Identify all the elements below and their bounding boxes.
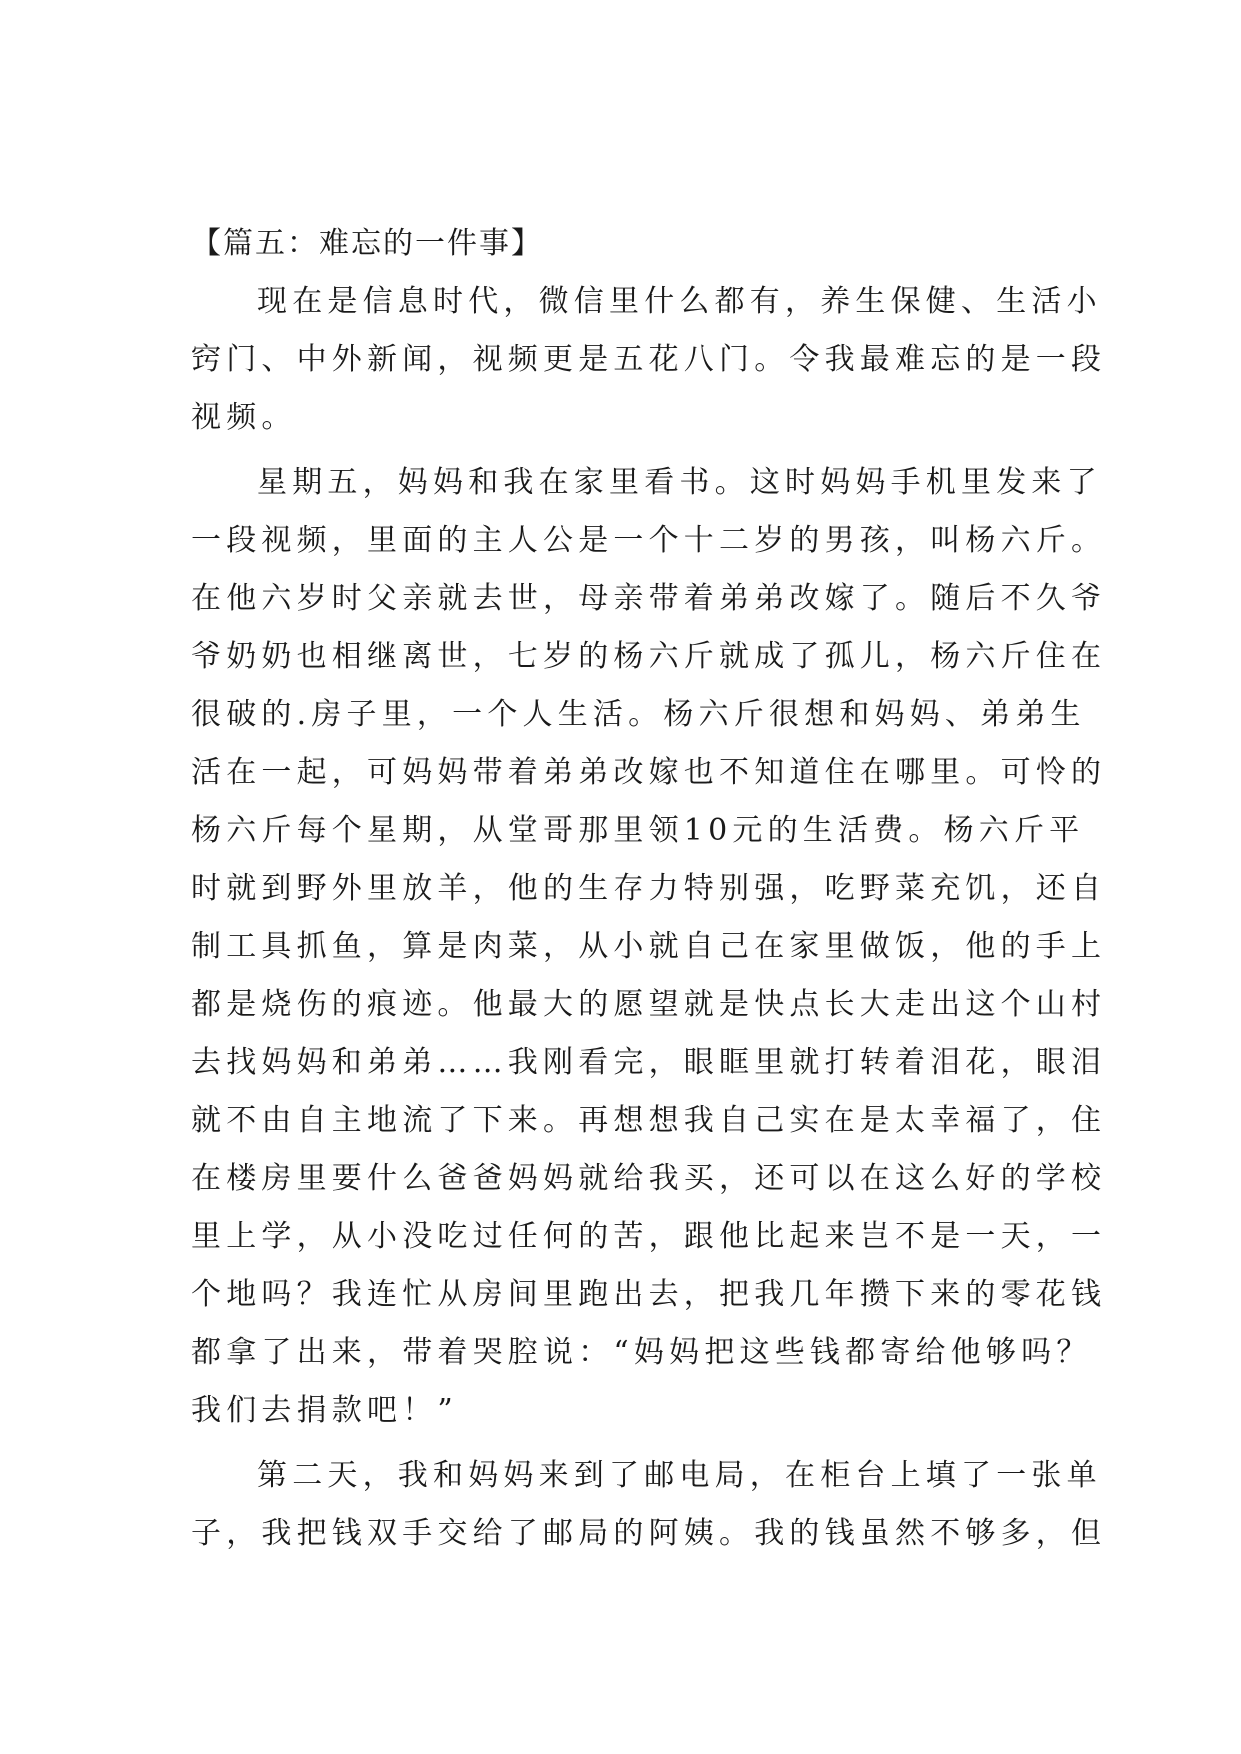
text-line: 去找妈妈和弟弟……我刚看完，眼眶里就打转着泪花，眼泪 — [191, 1045, 1107, 1080]
text-line: 都是烧伤的痕迹。他最大的愿望就是快点长大走出这个山村 — [191, 987, 1107, 1022]
text-line: 子，我把钱双手交给了邮局的阿姨。我的钱虽然不够多，但 — [191, 1516, 1107, 1551]
text-line: 一段视频，里面的主人公是一个十二岁的男孩，叫杨六斤。 — [191, 523, 1107, 558]
document-body — [191, 215, 1107, 1563]
text-line: 时就到野外里放羊，他的生存力特别强，吃野菜充饥，还自 — [191, 871, 1107, 906]
text-line: 现在是信息时代，微信里什么都有，养生保健、生活小 — [257, 284, 1102, 319]
text-line: 窍门、中外新闻，视频更是五花八门。令我最难忘的是一段 — [191, 342, 1107, 377]
text-line: 个地吗？我连忙从房间里跑出去，把我几年攒下来的零花钱 — [191, 1277, 1107, 1312]
text-line: 视频。 — [191, 400, 297, 435]
paragraph-spacer — [191, 447, 1053, 454]
text-line: 爷奶奶也相继离世，七岁的杨六斤就成了孤儿，杨六斤住在 — [191, 639, 1107, 674]
text-line: 第二天，我和妈妈来到了邮电局，在柜台上填了一张单 — [257, 1458, 1102, 1493]
text-line: 星期五，妈妈和我在家里看书。这时妈妈手机里发来了 — [257, 465, 1102, 500]
paragraph-2 — [191, 454, 1107, 1440]
text-line: 都拿了出来，带着哭腔说：“妈妈把这些钱都寄给他够吗？ — [191, 1335, 1092, 1370]
text-line: 活在一起，可妈妈带着弟弟改嫁也不知道住在哪里。可怜的 — [191, 755, 1107, 790]
text-line: 里上学，从小没吃过任何的苦，跟他比起来岂不是一天，一 — [191, 1219, 1107, 1254]
text-line: 就不由自主地流了下来。再想想我自己实在是太幸福了，住 — [191, 1103, 1107, 1138]
text-line: 在他六岁时父亲就去世，母亲带着弟弟改嫁了。随后不久爷 — [191, 581, 1107, 616]
text-line: 杨六斤每个星期，从堂哥那里领10元的生活费。杨六斤平 — [191, 813, 1085, 848]
essay-title: 【篇五：难忘的一件事】 — [191, 226, 543, 261]
text-line: 制工具抓鱼，算是肉菜，从小就自己在家里做饭，他的手上 — [191, 929, 1107, 964]
paragraph-3 — [191, 1447, 1107, 1563]
text-line: 在楼房里要什么爸爸妈妈就给我买，还可以在这么好的学校 — [191, 1161, 1107, 1196]
paragraph-spacer — [191, 1440, 1053, 1447]
text-line: 我们去捐款吧！” — [191, 1393, 458, 1428]
paragraph-1 — [191, 273, 1107, 447]
text-line: 很破的.房子里，一个人生活。杨六斤很想和妈妈、弟弟生 — [191, 697, 1086, 732]
